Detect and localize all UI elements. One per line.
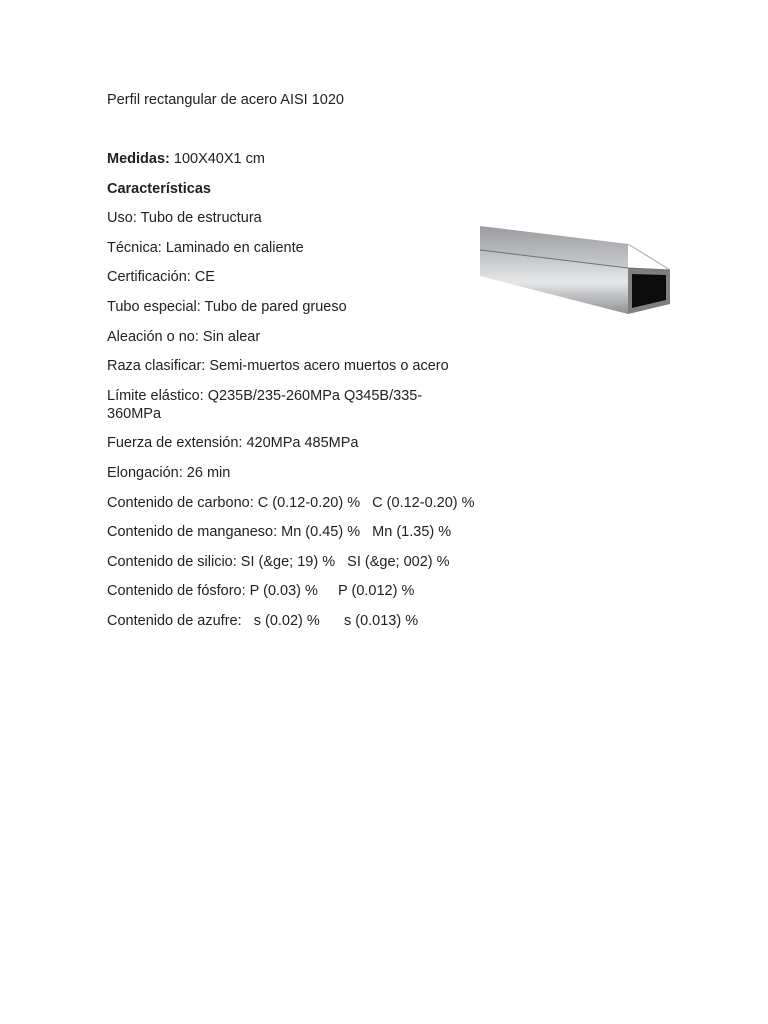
spec-line: Aleación o no: Sin alear [107,328,261,345]
spec-line: Uso: Tubo de estructura [107,210,262,227]
spec-list [107,150,497,630]
spec-line: Raza clasificar: Semi-muertos acero muertos o acero [107,358,449,375]
steel-tube-image [478,224,674,318]
characteristics-heading: Características [107,180,211,197]
spec-line: Contenido de manganeso: Mn (0.45) % Mn (1.35) % [107,524,452,541]
measures-line [107,150,497,168]
spec-line: Tubo especial: Tubo de pared grueso [107,298,347,315]
document-title: Perfil rectangular de acero AISI 1020 [107,92,344,108]
spec-line: Técnica: Laminado en caliente [107,239,304,256]
spec-line: Contenido de carbono: C (0.12-0.20) % C (0.12-0.20) % [107,494,475,511]
spec-line: Contenido de silicio: SI (&ge; 19) % SI (&ge; 002) % [107,553,450,570]
measures-value: 100X40X1 cm [173,151,265,167]
spec-line: Contenido de fósforo: P (0.03) % P (0.012) % [107,583,415,600]
measures-label: Medidas: [107,151,170,167]
spec-line: Límite elástico: Q235B/235-260MPa Q345B/335-360MPa [107,387,423,422]
spec-line: Certificación: CE [107,269,215,286]
spec-line: Elongación: 26 min [107,464,231,481]
spec-line: Fuerza de extensión: 420MPa 485MPa [107,435,359,452]
spec-line: Contenido de azufre: s (0.02) % s (0.013) % [107,612,419,629]
